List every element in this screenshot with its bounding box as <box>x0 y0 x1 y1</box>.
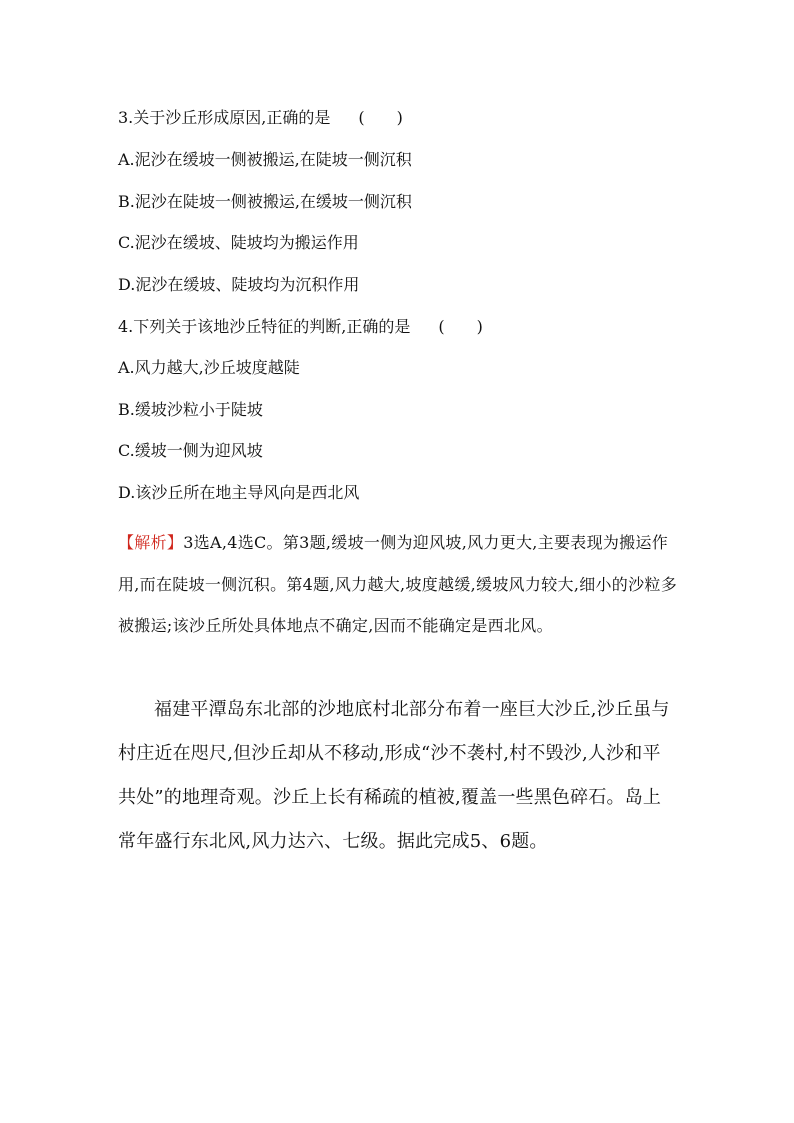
analysis-text: 3选A,4选C。第3题,缓坡一侧为迎风坡,风力更大,主要表现为搬运作用,而在陡坡一侧沉积。第4题,风力越大,坡度越缓,缓坡风力较大,细小的沙粒多被搬运;该沙丘所处具体地点不确定,因而不能确定是西北风。 <box>118 533 678 635</box>
question-3-option-b: B.泥沙在陡坡一侧被搬运,在缓坡一侧沉积 <box>118 192 412 211</box>
question-3-option-c: C.泥沙在缓坡、陡坡均为搬运作用 <box>118 233 359 252</box>
question-4-option-c: C.缓坡一侧为迎风坡 <box>118 441 263 460</box>
question-4-option-a: A.风力越大,沙丘坡度越陡 <box>118 358 300 377</box>
question-4-text: 4.下列关于该地沙丘特征的判断,正确的是 <box>118 317 411 336</box>
question-3-option-d: D.泥沙在缓坡、陡坡均为沉积作用 <box>118 275 360 294</box>
analysis-tag: 【解析】 <box>118 533 184 552</box>
question-4-answer-blank: ( ) <box>438 317 483 336</box>
reading-passage: 福建平潭岛东北部的沙地底村北部分布着一座巨大沙丘,沙丘虽与村庄近在咫尺,但沙丘却从不移动,形成“沙不袭村,村不毁沙,人沙和平共处”的地理奇观。沙丘上长有稀疏的植被,覆盖一些黑色碎石。岛上常年盛行东北风,风力达六、七级。据此完成5、6题。 <box>118 699 670 852</box>
question-3-answer-blank: ( ) <box>358 108 403 127</box>
question-4-option-b: B.缓坡沙粒小于陡坡 <box>118 400 263 419</box>
question-3-text: 3.关于沙丘形成原因,正确的是 <box>118 108 331 127</box>
question-3-option-a: A.泥沙在缓坡一侧被搬运,在陡坡一侧沉积 <box>118 150 412 169</box>
question-4-stem <box>118 317 483 337</box>
question-3-stem <box>118 108 403 128</box>
analysis-block <box>118 522 678 647</box>
question-4-option-d: D.该沙丘所在地主导风向是西北风 <box>118 483 360 502</box>
